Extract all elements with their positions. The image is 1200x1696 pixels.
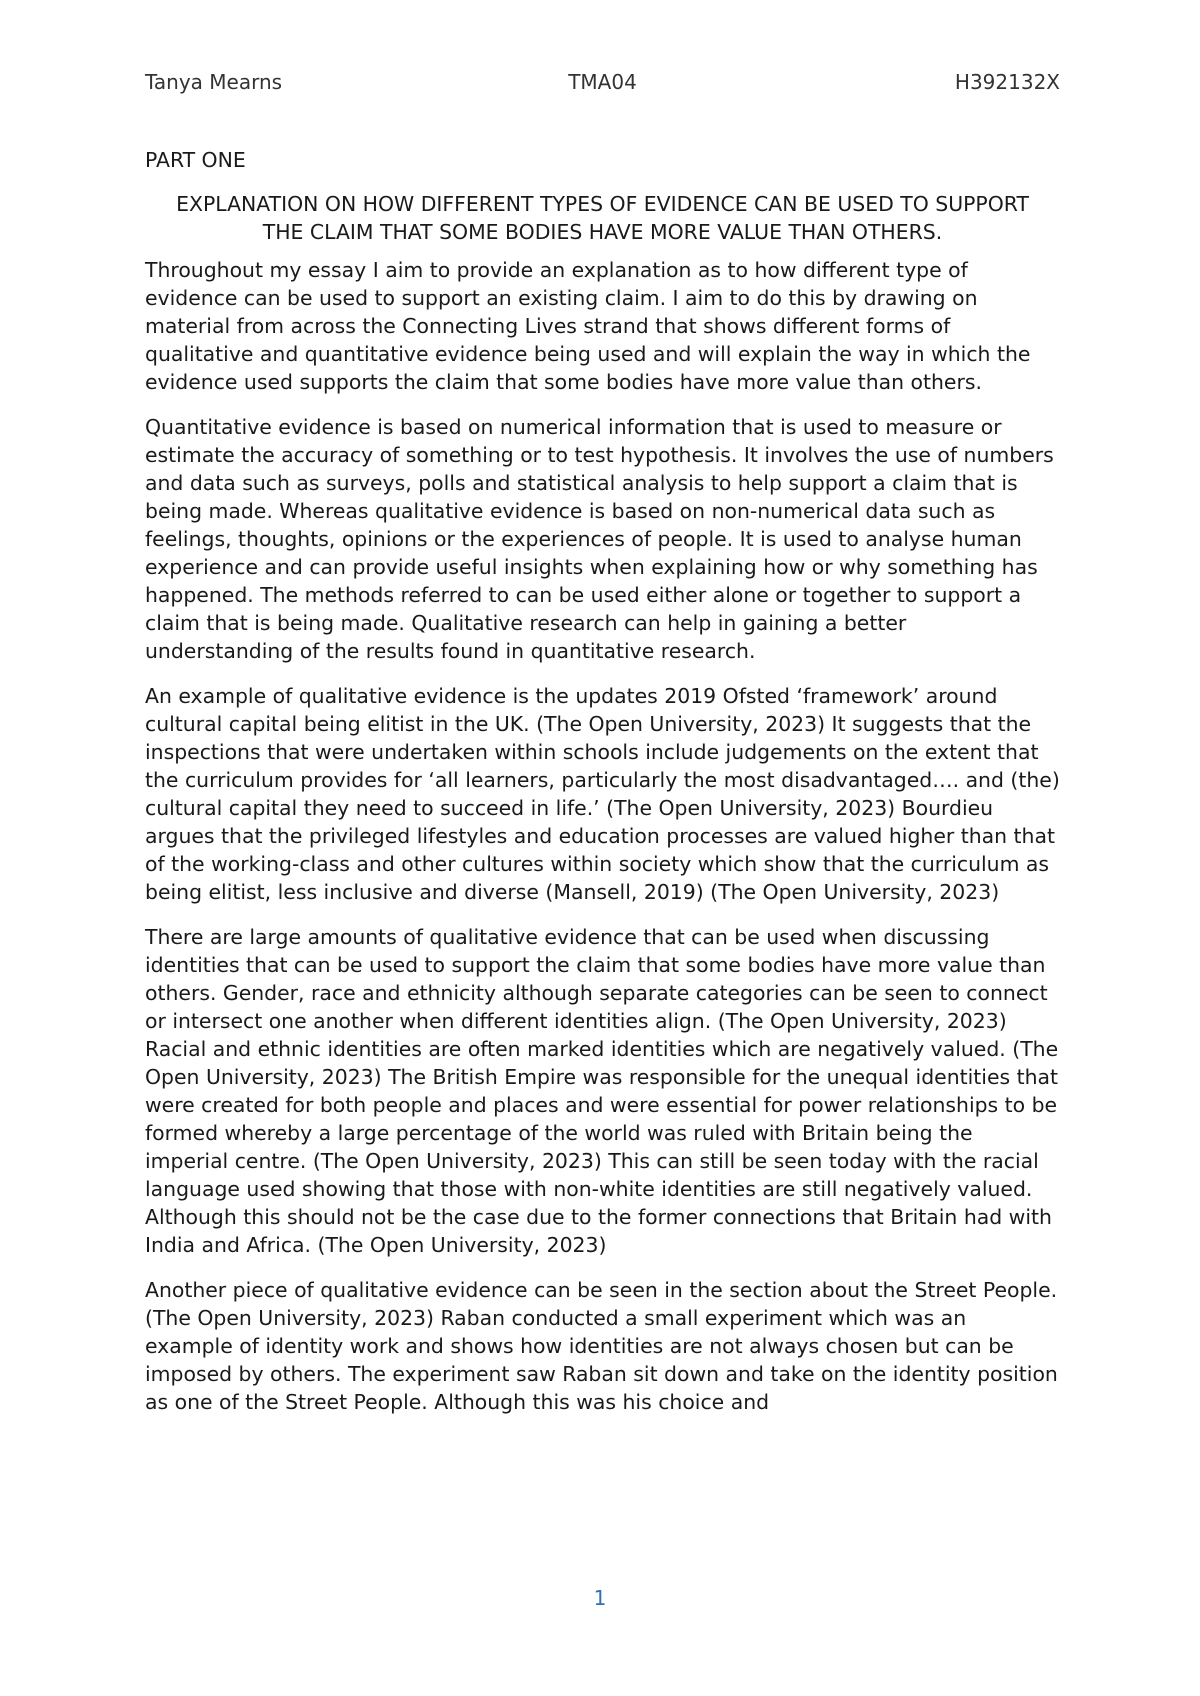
document-body <box>145 146 1060 1433</box>
part-title: PART ONE <box>145 148 246 172</box>
header-student-id: H392132X <box>954 70 1060 94</box>
essay-heading: EXPLANATION ON HOW DIFFERENT TYPES OF EVIDENCE CAN BE USED TO SUPPORT THE CLAIM THAT SOME BODIES HAVE MORE VALUE THAN OTHERS. <box>176 192 1029 244</box>
page-number: 1 <box>593 1586 607 1610</box>
header-author: Tanya Mearns <box>145 70 283 94</box>
paragraph-3: An example of qualitative evidence is the updates 2019 Ofsted ‘framework’ around cultural capital being elitist in the UK. (The Open University, 2023) It suggests that the inspections that were undertaken within schools include judgements on the extent that the curriculum provides for ‘all learners, particularly the most disadvantaged…. and (the) cultural capital they need to succeed in life.’ (The Open University, 2023) Bourdieu argues that the privileged lifestyles and education processes are valued higher than that of the working-class and other cultures within society which show that the curriculum as being elitist, less inclusive and diverse (Mansell, 2019) (The Open University, 2023) <box>145 684 1060 904</box>
paragraph-4: There are large amounts of qualitative evidence that can be used when discussing identities that can be used to support the claim that some bodies have more value than others. Gender, race and ethnicity although separate categories can be seen to connect or intersect one another when different identities align. (The Open University, 2023) Racial and ethnic identities are often marked identities which are negatively valued. (The Open University, 2023) The British Empire was responsible for the unequal identities that were created for both people and places and were essential for power relationships to be formed whereby a large percentage of the world was ruled with Britain being the imperial centre. (The Open University, 2023) This can still be seen today with the racial language used showing that those with non-white identities are still negatively valued. Although this should not be the case due to the former connections that Britain had with India and Africa. (The Open University, 2023) <box>145 925 1059 1257</box>
page-header <box>145 70 1060 100</box>
header-assignment: TMA04 <box>568 70 637 94</box>
paragraph-5: Another piece of qualitative evidence can be seen in the section about the Street People. (The Open University, 2023) Raban conducted a small experiment which was an example of identity work and shows how identities are not always chosen but can be imposed by others. The experiment saw Raban sit down and take on the identity position as one of the Street People. Although this was his choice and <box>145 1278 1058 1414</box>
paragraph-2: Quantitative evidence is based on numerical information that is used to measure or estimate the accuracy of something or to test hypothesis. It involves the use of numbers and data such as surveys, polls and statistical analysis to help support a claim that is being made. Whereas qualitative evidence is based on non-numerical data such as feelings, thoughts, opinions or the experiences of people. It is used to analyse human experience and can provide useful insights when explaining how or why something has happened. The methods referred to can be used either alone or together to support a claim that is being made. Qualitative research can help in gaining a better understanding of the results found in quantitative research. <box>145 415 1054 663</box>
paragraph-1: Throughout my essay I aim to provide an explanation as to how different type of evidence can be used to support an existing claim. I aim to do this by drawing on material from across the Connecting Lives strand that shows different forms of qualitative and quantitative evidence being used and will explain the way in which the evidence used supports the claim that some bodies have more value than others. <box>145 258 1031 394</box>
